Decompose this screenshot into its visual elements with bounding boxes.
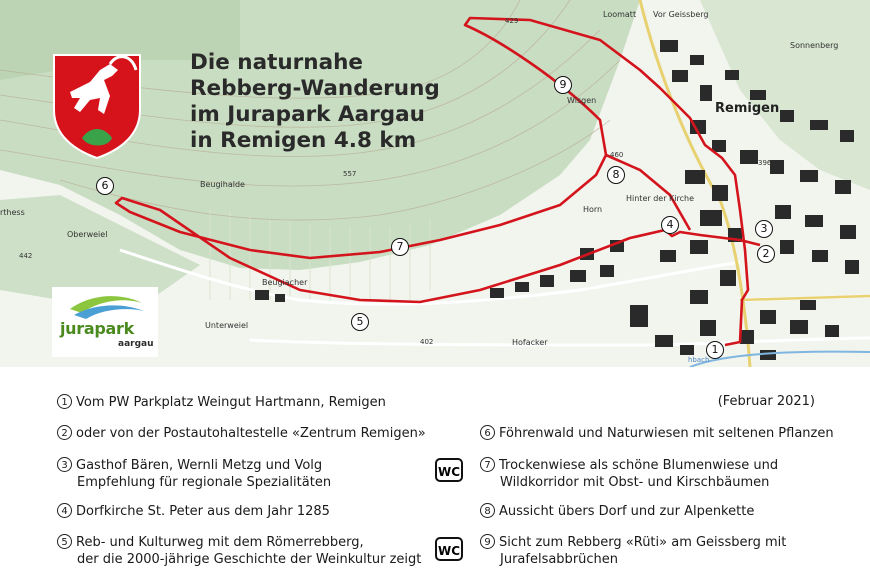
elevation-label: 396 [758, 159, 772, 167]
place-label: Unterweiel [205, 321, 249, 330]
legend-number: 8 [480, 503, 495, 518]
legend-panel [0, 367, 870, 586]
legend-item-3 [57, 457, 331, 491]
elevation-label: 557 [343, 170, 357, 178]
legend-text: Gasthof Bären, Wernli Metzg und Volg [76, 458, 323, 473]
wc-icon: WC [435, 458, 463, 482]
legend-item-1 [57, 394, 386, 411]
legend-number: 6 [480, 425, 495, 440]
map-marker-1[interactable]: 1 [706, 341, 724, 359]
map-marker-2[interactable]: 2 [757, 245, 775, 263]
elevation-label: 460 [610, 151, 624, 159]
legend-number: 3 [57, 457, 72, 472]
legend-number: 4 [57, 503, 72, 518]
map-title [190, 50, 440, 154]
legend-text: oder von der Postautohaltestelle «Zentrum Remigen» [76, 426, 426, 441]
legend-text: Trockenwiese als schöne Blumenwiese und [499, 458, 779, 473]
legend-text: Wildkorridor mit Obst- und Kirschbäumen [500, 475, 770, 490]
legend-text: Föhrenwald und Naturwiesen mit seltenen Pflanzen [499, 426, 834, 441]
legend-number: 5 [57, 534, 72, 549]
map-marker-9[interactable]: 9 [554, 76, 572, 94]
elevation-label: 402 [420, 338, 434, 346]
map-marker-5[interactable]: 5 [351, 313, 369, 331]
elevation-label: 429 [505, 17, 519, 25]
legend-item-6 [480, 425, 834, 442]
wc-icon: WC [435, 537, 463, 561]
legend-item-4 [57, 503, 330, 520]
map-marker-3[interactable]: 3 [755, 220, 773, 238]
legend-number: 7 [480, 457, 495, 472]
legend-text: der die 2000-jährige Geschichte der Weinkultur zeigt [77, 552, 422, 567]
legend-item-8 [480, 503, 754, 520]
stream-label: hbach [688, 356, 710, 364]
legend-number: 2 [57, 425, 72, 440]
village-label: Remigen [715, 101, 780, 116]
place-label: Wisgen [567, 96, 597, 105]
legend-number: 9 [480, 534, 495, 549]
title-line: im Jurapark Aargau [190, 102, 425, 127]
map-marker-7[interactable]: 7 [391, 238, 409, 256]
place-label: rthess [0, 208, 25, 217]
place-label: Oberweiel [67, 230, 108, 239]
elevation-label: 442 [19, 252, 33, 260]
place-label: Loomatt [603, 10, 637, 19]
logo-swoosh-icon [52, 287, 158, 321]
title-line: Rebberg-Wanderung [190, 76, 440, 101]
place-label: Horn [583, 205, 603, 214]
jurapark-logo [52, 287, 158, 357]
place-label: Sonnenberg [790, 41, 839, 50]
legend-text: Sicht zum Rebberg «Rüti» am Geissberg mit [499, 535, 787, 550]
date-label: (Februar 2021) [717, 394, 815, 409]
place-label: Hofacker [512, 338, 548, 347]
place-label: Beugiacher [262, 278, 308, 287]
legend-text: Dorfkirche St. Peter aus dem Jahr 1285 [76, 504, 330, 519]
map-marker-8[interactable]: 8 [607, 166, 625, 184]
legend-text: Vom PW Parkplatz Weingut Hartmann, Remigen [76, 395, 386, 410]
legend-item-5 [57, 534, 421, 568]
title-line: in Remigen 4.8 km [190, 128, 417, 153]
map-marker-6[interactable]: 6 [96, 177, 114, 195]
map-marker-4[interactable]: 4 [661, 216, 679, 234]
legend-text: Aussicht übers Dorf und zur Alpenkette [499, 504, 755, 519]
place-label: Vor Geissberg [653, 10, 709, 19]
title-line: Die naturnahe [190, 50, 363, 75]
place-label: Beugihalde [200, 180, 245, 189]
legend-item-2 [57, 425, 426, 442]
legend-item-7 [480, 457, 778, 491]
logo-subtitle: aargau [118, 339, 154, 349]
logo-word: jurapark [60, 319, 134, 338]
place-label: Hinter der Kirche [626, 194, 695, 203]
legend-text: Empfehlung für regionale Spezialitäten [77, 475, 332, 490]
legend-item-9 [480, 534, 786, 568]
legend-number: 1 [57, 394, 72, 409]
legend-text: Reb- und Kulturweg mit dem Römerrebberg, [76, 535, 364, 550]
legend-text: Jurafelsabbrüchen [500, 552, 619, 567]
